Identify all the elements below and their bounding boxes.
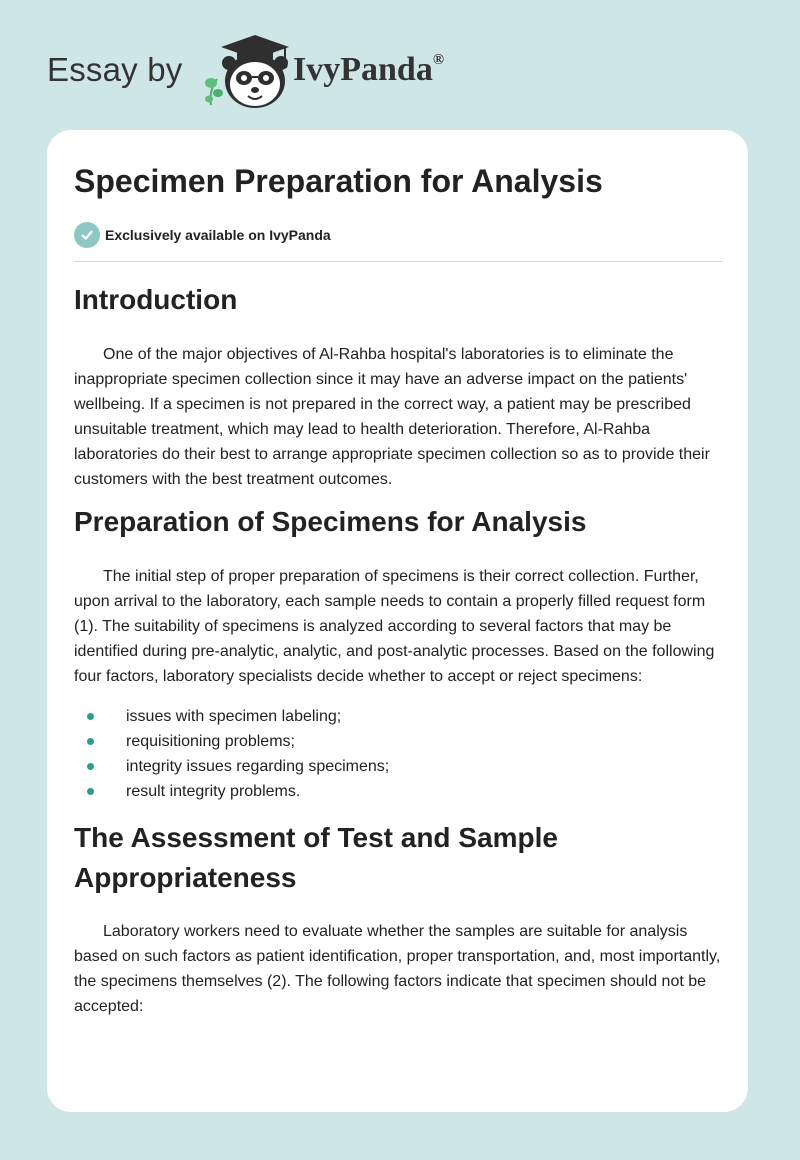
section-paragraph-assessment: Laboratory workers need to evaluate whether the samples are suitable for analysis based on such factors as patient identification, proper transportation, and, most importantly, the specimens themselves (2). The following factors indicate that specimen should not be accepted: (74, 923, 721, 1015)
site-logo[interactable] (47, 33, 507, 113)
list-item-text: result integrity problems. (126, 783, 301, 800)
article-body (74, 280, 726, 1019)
brand-name (293, 51, 444, 89)
list-item-text: issues with specimen labeling; (126, 708, 342, 725)
section-heading-assessment: The Assessment of Test and Sample Appropriateness (74, 822, 558, 893)
section-paragraph-introduction: One of the major objectives of Al-Rahba hospital's laboratories is to eliminate the inappropriate specimen collection since it may have an adverse impact on the patients' wellbeing. If a specimen is not prepared in the correct way, a patient may be prescribed unsuitable treatment, which may lead to health deterioration. Therefore, Al-Rahba laboratories do their best to arrange appropriate specimen collection so as to provide their customers with the best treatment outcomes. (74, 346, 710, 488)
bullet-icon (87, 713, 94, 720)
list-item-text: requisitioning problems; (126, 733, 295, 750)
divider (74, 261, 723, 262)
list-item-text: integrity issues regarding specimens; (126, 758, 390, 775)
section-heading-introduction: Introduction (74, 284, 238, 315)
page-title: Specimen Preparation for Analysis (74, 163, 603, 199)
panda-mascot-icon (203, 33, 295, 109)
brand-prefix: Essay by (47, 51, 183, 88)
check-icon (74, 222, 100, 248)
exclusive-badge-label: Exclusively available on IvyPanda (105, 227, 331, 243)
factor-list (74, 704, 726, 804)
bullet-icon (87, 788, 94, 795)
article-card (47, 130, 748, 1112)
bullet-icon (87, 763, 94, 770)
list-item (74, 704, 726, 729)
brand-name-text: IvyPanda (293, 51, 433, 88)
section-heading-preparation: Preparation of Specimens for Analysis (74, 506, 587, 537)
list-item (74, 729, 726, 754)
list-item (74, 754, 726, 779)
registered-mark: ® (432, 51, 445, 68)
exclusive-badge (74, 222, 331, 248)
bullet-icon (87, 738, 94, 745)
list-item (74, 779, 726, 804)
section-paragraph-preparation: The initial step of proper preparation of specimens is their correct collection. Further, upon arrival to the laboratory, each sample needs to contain a properly filled request form (1). The suitability of specimens is analyzed according to several factors that may be identified during pre-analytic, analytic, and post-analytic processes. Based on the following four factors, laboratory specialists decide whether to accept or reject specimens: (74, 568, 715, 685)
